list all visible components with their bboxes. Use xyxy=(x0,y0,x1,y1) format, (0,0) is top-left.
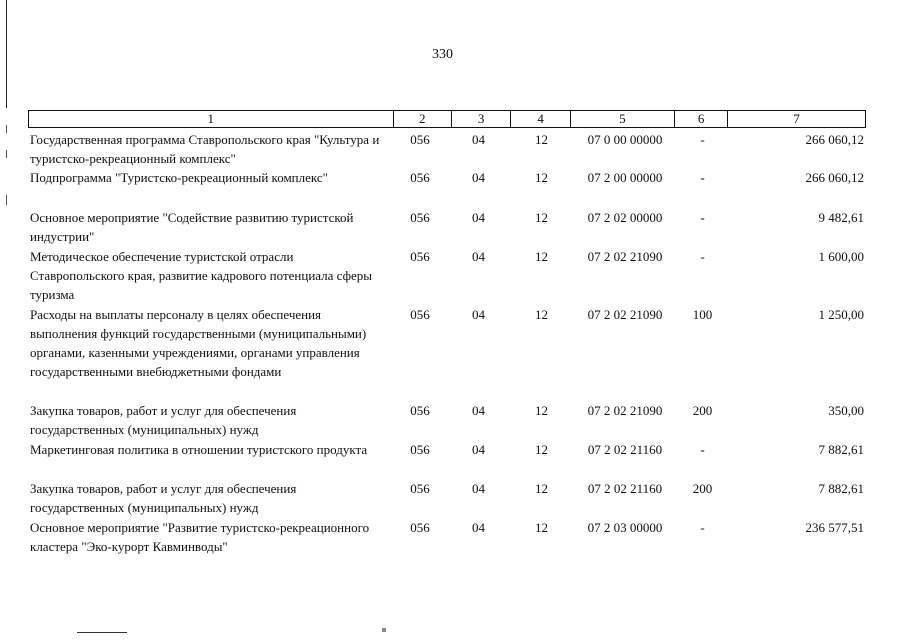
table-row xyxy=(28,518,866,558)
row-expense-type: - xyxy=(700,249,705,264)
row-section-code: 04 xyxy=(472,210,485,225)
row-target-article: 07 2 02 21160 xyxy=(587,442,663,457)
row-name: Основное мероприятие "Развитие туристско-рекреационного кластера "Эко-курорт Кавминводы" xyxy=(30,520,370,554)
row-section-code: 04 xyxy=(472,132,485,147)
page-number: 330 xyxy=(432,47,453,62)
row-name: Маркетинговая политика в отношении туристского продукта xyxy=(30,442,368,457)
row-expense-type: 200 xyxy=(692,403,713,418)
left-margin-tick xyxy=(6,125,7,133)
row-name: Методическое обеспечение туристской отрасли Ставропольского края, развитие кадрового потенциала сферы туризма xyxy=(30,249,373,302)
row-ministry-code: 056 xyxy=(410,442,430,457)
table-row xyxy=(28,440,866,479)
row-amount: 1 600,00 xyxy=(818,249,864,264)
scan-mark xyxy=(382,628,386,632)
row-section-code: 04 xyxy=(472,249,485,264)
row-amount: 7 882,61 xyxy=(818,481,864,496)
row-subsection-code: 12 xyxy=(535,442,548,457)
column-header: 5 xyxy=(570,111,674,127)
row-target-article: 07 2 02 21090 xyxy=(587,403,663,418)
row-amount: 7 882,61 xyxy=(818,442,864,457)
row-subsection-code: 12 xyxy=(535,210,548,225)
row-subsection-code: 12 xyxy=(535,520,548,535)
row-subsection-code: 12 xyxy=(535,170,548,185)
column-header: 1 xyxy=(207,111,214,126)
table-row xyxy=(28,401,866,440)
row-expense-type: - xyxy=(700,442,705,457)
table-row xyxy=(28,305,866,401)
row-target-article: 07 0 00 00000 xyxy=(587,132,663,147)
row-ministry-code: 056 xyxy=(410,249,430,264)
row-name: Закупка товаров, работ и услуг для обеспечения государственных (муниципальных) нужд xyxy=(30,403,297,437)
row-amount: 266 060,12 xyxy=(805,170,864,185)
row-ministry-code: 056 xyxy=(410,481,430,496)
row-target-article: 07 2 02 21160 xyxy=(587,481,663,496)
row-section-code: 04 xyxy=(472,403,485,418)
table-row xyxy=(28,208,866,247)
row-target-article: 07 2 02 00000 xyxy=(587,210,663,225)
row-expense-type: 100 xyxy=(692,307,713,322)
left-margin-tick xyxy=(6,150,7,158)
row-section-code: 04 xyxy=(472,307,485,322)
budget-table xyxy=(28,110,866,558)
row-subsection-code: 12 xyxy=(535,132,548,147)
row-amount: 9 482,61 xyxy=(818,210,864,225)
row-ministry-code: 056 xyxy=(410,170,430,185)
row-subsection-code: 12 xyxy=(535,307,548,322)
row-name: Государственная программа Ставропольского края "Культура и туристско-рекреационный комплекс" xyxy=(30,132,380,166)
row-ministry-code: 056 xyxy=(410,520,430,535)
column-header: 6 xyxy=(674,111,728,127)
row-amount: 1 250,00 xyxy=(818,307,864,322)
row-expense-type: - xyxy=(700,520,705,535)
table-header-row xyxy=(28,110,866,128)
row-subsection-code: 12 xyxy=(535,249,548,264)
column-header: 2 xyxy=(393,111,451,127)
table-row xyxy=(28,479,866,518)
row-ministry-code: 056 xyxy=(410,210,430,225)
row-ministry-code: 056 xyxy=(410,307,430,322)
footnote-rule xyxy=(77,632,127,633)
row-amount: 266 060,12 xyxy=(805,132,864,147)
row-section-code: 04 xyxy=(472,170,485,185)
column-header: 3 xyxy=(451,111,510,127)
table-row xyxy=(28,247,866,305)
row-name: Расходы на выплаты персоналу в целях обеспечения выполнения функций государственными (муниципальными) органами, казенными учреждениями, органами управления государственными внебюджетными фондами xyxy=(30,307,367,379)
row-expense-type: - xyxy=(700,210,705,225)
column-header: 7 xyxy=(727,111,865,127)
row-expense-type: 200 xyxy=(692,481,713,496)
left-margin-tick xyxy=(6,195,7,205)
row-target-article: 07 2 00 00000 xyxy=(587,170,663,185)
row-name: Подпрограмма "Туристско-рекреационный комплекс" xyxy=(30,170,328,185)
table-row xyxy=(28,130,866,168)
row-target-article: 07 2 03 00000 xyxy=(587,520,663,535)
row-target-article: 07 2 02 21090 xyxy=(587,249,663,264)
row-target-article: 07 2 02 21090 xyxy=(587,307,663,322)
row-expense-type: - xyxy=(700,170,705,185)
row-section-code: 04 xyxy=(472,442,485,457)
row-subsection-code: 12 xyxy=(535,403,548,418)
table-row xyxy=(28,168,866,208)
row-ministry-code: 056 xyxy=(410,403,430,418)
row-expense-type: - xyxy=(700,132,705,147)
row-ministry-code: 056 xyxy=(410,132,430,147)
row-name: Закупка товаров, работ и услуг для обеспечения государственных (муниципальных) нужд xyxy=(30,481,297,515)
row-section-code: 04 xyxy=(472,481,485,496)
row-amount: 350,00 xyxy=(828,403,864,418)
column-header: 4 xyxy=(510,111,569,127)
row-amount: 236 577,51 xyxy=(805,520,864,535)
row-section-code: 04 xyxy=(472,520,485,535)
row-subsection-code: 12 xyxy=(535,481,548,496)
row-name: Основное мероприятие "Содействие развитию туристской индустрии" xyxy=(30,210,354,244)
